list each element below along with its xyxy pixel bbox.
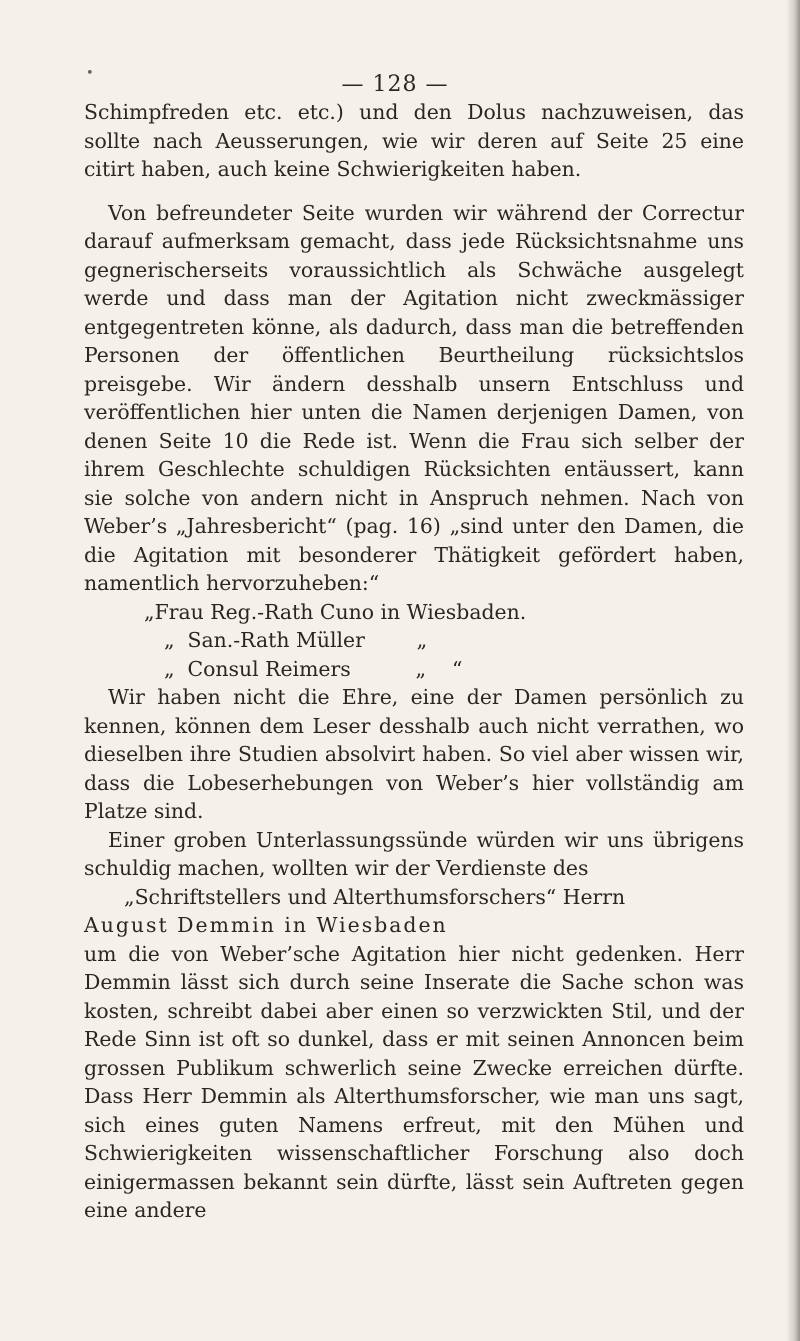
paragraph-4-name: August Demmin in Wiesbaden [84, 913, 448, 937]
paragraph-3: Wir haben nicht die Ehre, eine der Damen persönlich zu kennen, können dem Leser desshalb auch nicht verrathen, wo dieselben ihre Studien absolvirt haben. So viel aber wissen wir, dass die Lobeserhebungen von Weber’s hier vollständig am Platze sind. [84, 685, 744, 823]
page-edge-shadow [786, 0, 800, 1341]
paragraph-1: Schimpfreden etc. etc.) und den Dolus nachzuweisen, das sollte nach Aeusserungen, wie wir deren auf Seite 25 eine citirt haben, auch keine Schwierigkeiten haben. [84, 100, 744, 181]
names-list [84, 598, 744, 684]
paragraph-4-intro: Einer groben Unterlassungssünde würden wir uns übrigens schuldig machen, wollten wir der Verdienste des [84, 827, 744, 880]
paragraph-2: Von befreundeter Seite wurden wir während der Correctur darauf aufmerksam gemacht, dass jede Rücksichtsnahme uns gegnerischerseits voraussichtlich als Schwäche ausgelegt werde und dass man der Agitation nicht zweckmässiger entgegentreten könne, als dadurch, dass man die betreffenden Personen der öffentlichen Beurtheilung rücksichtslos preisgebe. Wir ändern desshalb unsern Entschluss und veröffentlichen hier unten die Namen derjenigen Damen, von denen Seite 10 die Rede ist. Wenn die Frau sich selber der ihrem Geschlechte schuldigen Rücksichten entäussert, kann sie solche von andern nicht in Anspruch nehmen. Nach von Weber’s „Jahresbericht“ (pag. 16) „sind unter den Damen, die die Agitation mit besonderer Thätigkeit gefördert haben, namentlich hervorzuheben:“ [84, 200, 744, 595]
paragraph-4-body: um die von Weber’sche Agitation hier nicht gedenken. Herr Demmin lässt sich durch seine Inserate die Sache schon was kosten, schreibt dabei aber einen so verzwickten Stil, und der Rede Sinn ist oft so dunkel, dass er mit seinen Annoncen beim grossen Publikum schwerlich seine Zwecke erreichen dürfte. Dass Herr Demmin als Alterthumsforscher, wie man uns sagt, sich eines guten Namens erfreut, mit den Mühen und Schwierigkeiten wissenschaftlicher Forschung also doch einigermassen bekannt sein dürfte, lässt sein Auftreten gegen eine andere [84, 941, 744, 1222]
name-line-cuno: „Frau Reg.-Rath Cuno in Wiesbaden. [144, 599, 527, 624]
name-line-mueller: „ San.-Rath Müller „ [164, 628, 428, 652]
paragraph-4-title: „Schriftstellers und Alterthumsforschers“ Herrn [124, 884, 626, 909]
print-speck: • [86, 66, 94, 81]
page-number-header: — 128 — [341, 72, 449, 97]
body-text [84, 86, 744, 1225]
name-line-reimers: „ Consul Reimers „ “ [164, 656, 463, 681]
